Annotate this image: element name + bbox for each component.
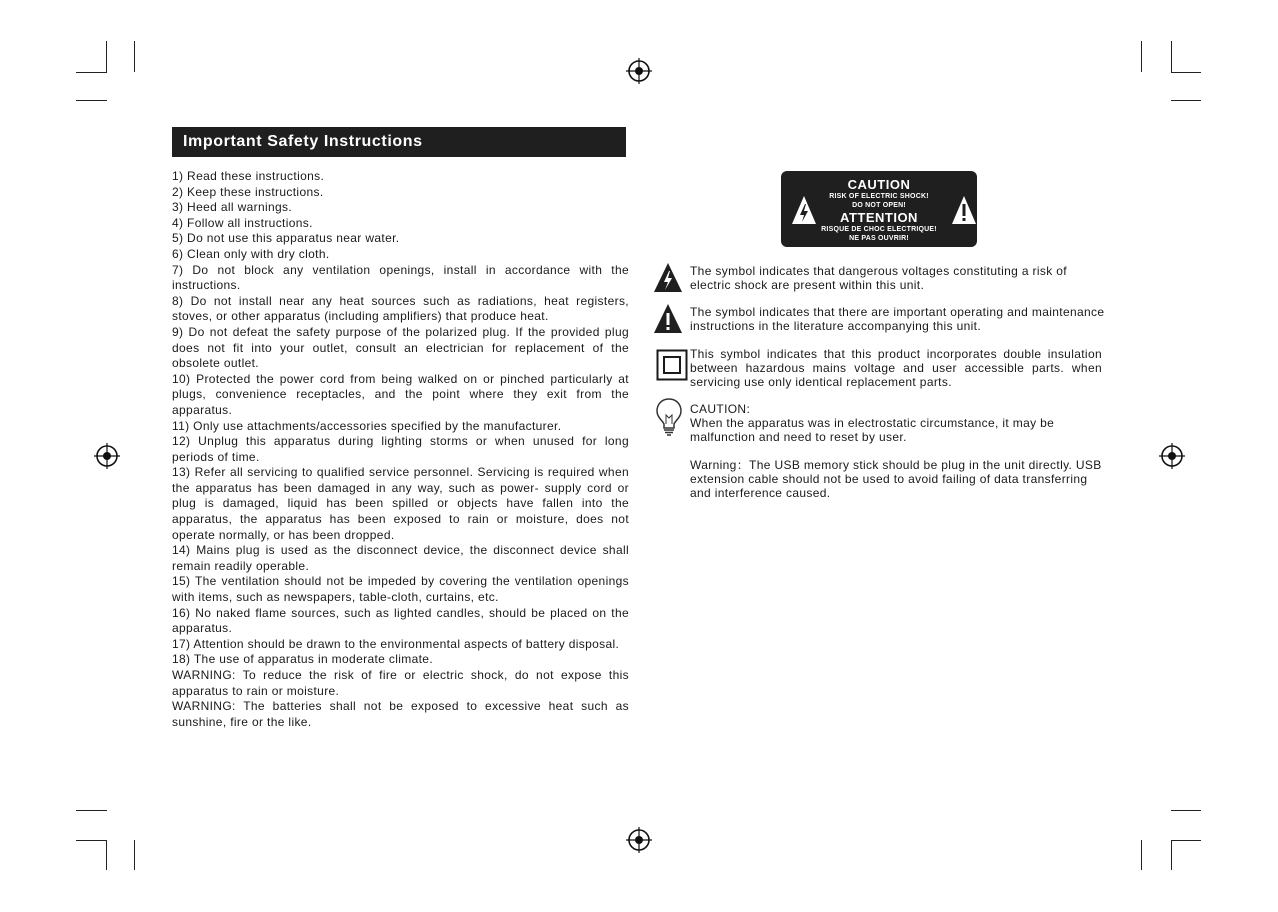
list-item: WARNING: To reduce the risk of fire or electric shock, do not expose this apparatus to rain or moisture. <box>172 668 629 698</box>
caution-label-text: DO NOT OPEN! <box>852 202 906 209</box>
crop-mark <box>1171 810 1201 811</box>
attention-label-heading: ATTENTION <box>840 210 918 225</box>
list-item: 7) Do not block any ventilation openings, install in accordance with the instructions. <box>172 262 629 293</box>
list-item: 18) The use of apparatus in moderate climate. <box>172 652 433 667</box>
registration-mark-icon <box>94 443 120 469</box>
list-item: 3) Heed all warnings. <box>172 200 293 215</box>
crop-mark <box>134 840 135 870</box>
list-item: 1) Read these instructions. <box>172 169 325 183</box>
list-item: 5) Do not use this apparatus near water. <box>172 231 400 246</box>
usb-warning-text: Warning：The USB memory stick should be plug in the unit directly. USB extension cable should not be used to avoid failing of data transferring and interference caused. <box>690 457 1102 501</box>
list-item: 13) Refer all servicing to qualified service personnel. Servicing is required when the apparatus has been damaged in any way, such as power- supply cord or plug is damaged, liquid has been spilled or objects have fallen into the apparatus, the apparatus has been exposed to rain or moisture, does not operate normally, or has been dropped. <box>172 465 629 542</box>
crop-mark <box>1141 41 1142 72</box>
caution-note <box>690 402 1110 500</box>
list-item: 9) Do not defeat the safety purpose of the polarized plug. If the provided plug does not fit into your outlet, consult an electrician for replacement of the obsolete outlet. <box>172 324 629 371</box>
caution-text: When the apparatus was in electrostatic circumstance, it may be malfunction and need to reset by user. <box>690 416 1055 445</box>
caution-heading: CAUTION: <box>690 402 751 416</box>
list-item: 6) Clean only with dry cloth. <box>172 246 330 261</box>
caution-label-heading: CAUTION <box>847 177 911 192</box>
list-item: 12) Unplug this apparatus during lighting storms or when unused for long periods of time. <box>172 434 629 464</box>
symbol-description-text: The symbol indicates that dangerous voltages constituting a risk of electric shock are present within this unit. <box>690 264 1067 293</box>
symbol-description-text: The symbol indicates that there are important operating and maintenance instructions in the literature accompanying this unit. <box>690 305 1105 334</box>
registration-mark-icon <box>626 827 652 853</box>
list-item: 10) Protected the power cord from being walked on or pinched particularly at plugs, convenience receptacles, and the point where they exit from the apparatus. <box>172 371 629 417</box>
double-insulation-description <box>690 347 1102 390</box>
exclamation-triangle-icon <box>653 303 683 334</box>
crop-mark <box>76 840 107 841</box>
double-insulation-icon <box>656 349 688 381</box>
lightbulb-icon <box>654 397 684 437</box>
caution-label <box>781 171 977 247</box>
lightning-symbol-description <box>690 264 1110 292</box>
list-item: 16) No naked flame sources, such as lighted candles, should be placed on the apparatus. <box>172 605 629 636</box>
crop-mark <box>1171 72 1201 73</box>
list-item: 14) Mains plug is used as the disconnect device, the disconnect device shall remain readily operable. <box>172 543 629 573</box>
list-item: 2) Keep these instructions. <box>172 184 324 199</box>
list-item: 15) The ventilation should not be impeded by covering the ventilation openings with items, such as newspapers, table-cloth, curtains, etc. <box>172 574 629 605</box>
crop-mark <box>76 72 107 73</box>
lightning-triangle-icon <box>653 262 683 293</box>
crop-mark <box>106 840 107 870</box>
crop-mark <box>1141 840 1142 870</box>
crop-mark <box>106 41 107 72</box>
crop-mark <box>1171 41 1172 72</box>
crop-mark <box>1171 840 1201 841</box>
section-title: Important Safety Instructions <box>172 127 626 157</box>
crop-mark <box>1171 100 1201 101</box>
attention-label-text: NE PAS OUVRIR! <box>849 235 909 242</box>
registration-mark-icon <box>626 58 652 84</box>
list-item: 17) Attention should be drawn to the environmental aspects of battery disposal. <box>172 636 620 651</box>
list-item: 8) Do not install near any heat sources such as radiations, heat registers, stoves, or other apparatus (including amplifiers) that produce heat. <box>172 293 629 324</box>
exclamation-triangle-icon <box>951 195 977 225</box>
lightning-triangle-icon <box>791 195 817 225</box>
exclamation-symbol-description <box>690 305 1110 333</box>
symbol-description-text: This symbol indicates that this product incorporates double insulation between hazardous mains voltage and user accessible parts. when servicing use only identical replacement parts. <box>690 347 1102 390</box>
crop-mark <box>76 100 107 101</box>
instructions-list <box>172 169 629 730</box>
caution-label-text: RISK OF ELECTRIC SHOCK! <box>829 193 929 200</box>
list-item: WARNING: The batteries shall not be exposed to excessive heat such as sunshine, fire or the like. <box>172 699 629 729</box>
list-item: 4) Follow all instructions. <box>172 215 313 230</box>
attention-label-text: RISQUE DE CHOC ELECTRIQUE! <box>821 226 937 233</box>
crop-mark <box>1171 840 1172 870</box>
registration-mark-icon <box>1159 443 1185 469</box>
crop-mark <box>134 41 135 72</box>
list-item: 11) Only use attachments/accessories specified by the manufacturer. <box>172 418 562 433</box>
crop-mark <box>76 810 107 811</box>
